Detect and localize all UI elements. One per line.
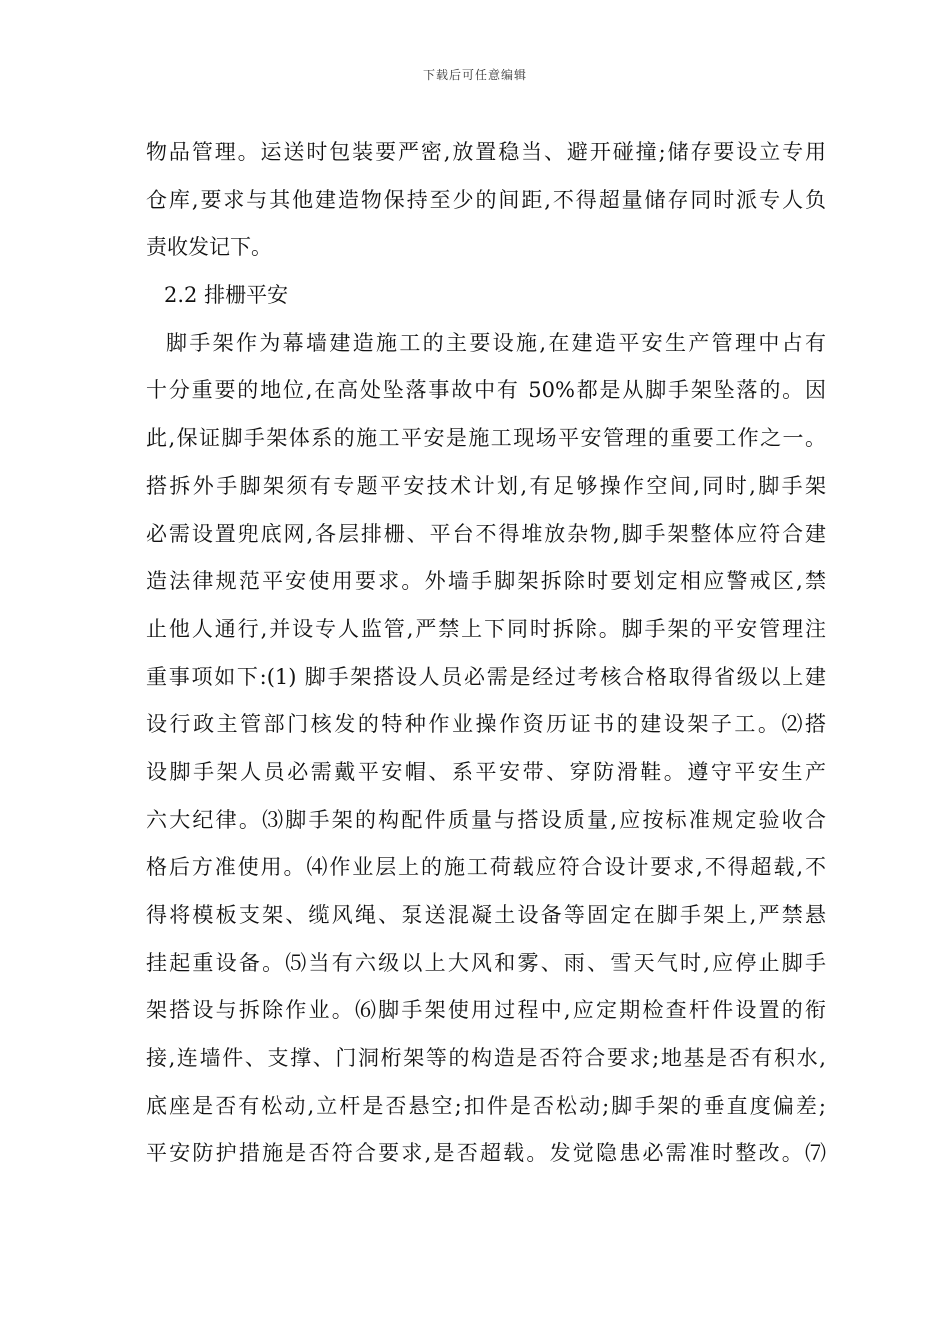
text-line: 止他人通行,并设专人监管,严禁上下同时拆除。脚手架的平安管理注: [146, 616, 826, 641]
text-line: 十分重要的地位,在高处坠落事故中有 50%都是从脚手架坠落的。因: [146, 378, 826, 403]
paragraph-scaffold-safety: [146, 321, 826, 1179]
text-line: 格后方准使用。⑷作业层上的施工荷载应符合设计要求,不得超载,不: [146, 855, 826, 880]
text-line: 六大纪律。⑶脚手架的构配件质量与搭设质量,应按标准规定验收合: [146, 807, 826, 832]
text-line: 接,连墙件、支撑、门洞桁架等的构造是否符合要求;地基是否有积水,: [146, 1046, 826, 1071]
document-body: [146, 130, 826, 1179]
text-line: 搭拆外手脚架须有专题平安技术计划,有足够操作空间,同时,脚手架: [146, 473, 826, 498]
text-line: 底座是否有松动,立杆是否悬空;扣件是否松动;脚手架的垂直度偏差;: [146, 1093, 826, 1118]
text-line: 架搭设与拆除作业。⑹脚手架使用过程中,应定期检查杆件设置的衔: [146, 998, 826, 1023]
text-line: 挂起重设备。⑸当有六级以上大风和雾、雨、雪天气时,应停止脚手: [146, 950, 826, 975]
paragraph-storage: [146, 130, 826, 273]
text-line: 仓库,要求与其他建造物保持至少的间距,不得超量储存同时派专人负: [146, 187, 826, 212]
page-header-note: 下载后可任意编辑: [422, 68, 527, 82]
text-line: 脚手架作为幕墙建造施工的主要设施,在建造平安生产管理中占有: [166, 330, 826, 355]
section-heading: 2.2 排栅平安: [164, 283, 289, 308]
text-line: 平安防护措施是否符合要求,是否超载。发觉隐患必需准时整改。⑺: [146, 1141, 826, 1166]
text-line: 必需设置兜底网,各层排栅、平台不得堆放杂物,脚手架整体应符合建: [146, 521, 826, 546]
text-line: 得将模板支架、缆风绳、泵送混凝土设备等固定在脚手架上,严禁悬: [146, 903, 826, 927]
text-line: 物品管理。运送时包装要严密,放置稳当、避开碰撞;储存要设立专用: [146, 140, 826, 164]
text-line: 造法律规范平安使用要求。外墙手脚架拆除时要划定相应警戒区,禁: [146, 569, 826, 594]
text-line: 设行政主管部门核发的特种作业操作资历证书的建设架子工。⑵搭: [146, 712, 826, 737]
text-line: 责收发记下。: [146, 235, 272, 260]
text-line: 设脚手架人员必需戴平安帽、系平安带、穿防滑鞋。遵守平安生产: [146, 759, 826, 784]
text-line: 重事项如下:(1) 脚手架搭设人员必需是经过考核合格取得省级以上建: [146, 664, 826, 689]
text-line: 此,保证脚手架体系的施工平安是施工现场平安管理的重要工作之一。: [146, 426, 826, 451]
